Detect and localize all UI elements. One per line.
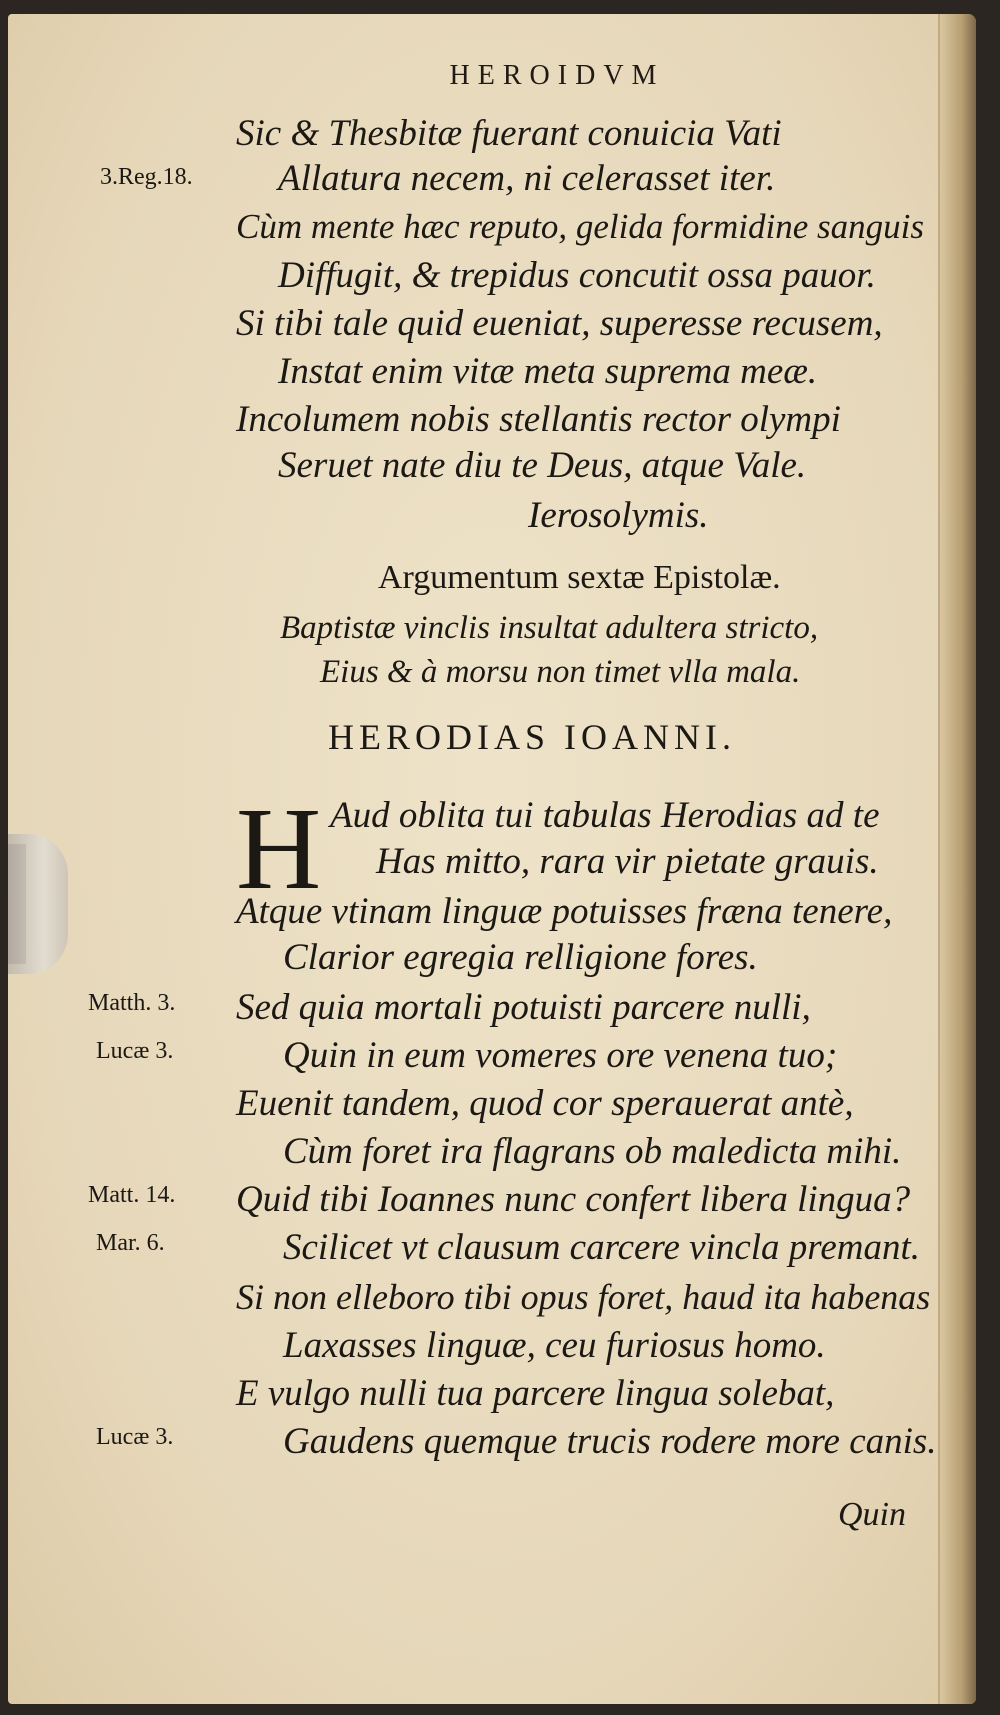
verse-line: Euenit tandem, quod cor sperauerat antè,: [236, 1083, 854, 1124]
verse-line: Allatura necem, ni celerasset iter.: [278, 158, 776, 199]
verse-line: Scilicet vt clausum carcere vincla premant.: [283, 1227, 921, 1268]
verse-line: Quid tibi Ioannes nunc confert libera lingua?: [236, 1179, 911, 1220]
margin-reference: Matt. 14.: [88, 1182, 176, 1208]
verse-line: Laxasses linguæ, ceu furiosus homo.: [283, 1325, 826, 1366]
page-gutter: [938, 14, 976, 1704]
margin-reference: 3.Reg.18.: [100, 164, 193, 190]
margin-reference: Lucæ 3.: [96, 1424, 174, 1450]
margin-reference: Matth. 3.: [88, 990, 176, 1016]
place-line: Ierosolymis.: [528, 495, 709, 536]
argument-line: Eius & à morsu non timet vlla mala.: [320, 654, 801, 690]
verse-line: Sed quia mortali potuisti parcere nulli,: [236, 987, 811, 1028]
verse-line: Atque vtinam linguæ potuisses fræna tenere,: [236, 891, 893, 932]
verse-line: Si tibi tale quid eueniat, superesse recusem,: [236, 303, 883, 344]
running-header: HEROIDVM: [449, 60, 665, 91]
margin-reference: Mar. 6.: [96, 1230, 165, 1256]
verse-line: E vulgo nulli tua parcere lingua solebat,: [236, 1373, 835, 1414]
book-page: [8, 14, 976, 1704]
binding-clip: [8, 834, 68, 974]
verse-line: Gaudens quemque trucis rodere more canis.: [283, 1421, 937, 1462]
argument-heading: Argumentum sextæ Epistolæ.: [378, 559, 781, 596]
verse-line: Cùm foret ira flagrans ob maledicta mihi.: [283, 1131, 902, 1172]
verse-line: Clarior egregia relligione fores.: [283, 937, 758, 978]
verse-line: Seruet nate diu te Deus, atque Vale.: [278, 445, 807, 486]
verse-line: Quin in eum vomeres ore venena tuo;: [283, 1035, 838, 1076]
verse-line: Aud oblita tui tabulas Herodias ad te: [330, 795, 880, 836]
verse-line: Incolumem nobis stellantis rector olympi: [236, 399, 841, 440]
argument-line: Baptistæ vinclis insultat adultera stricto,: [280, 610, 819, 646]
verse-line: Has mitto, rara vir pietate grauis.: [376, 841, 879, 882]
epistle-title: HERODIAS IOANNI.: [328, 717, 736, 757]
margin-reference: Lucæ 3.: [96, 1038, 174, 1064]
verse-line: Cùm mente hæc reputo, gelida formidine sanguis: [236, 207, 924, 246]
verse-line: Diffugit, & trepidus concutit ossa pauor.: [278, 255, 876, 296]
verse-line: Si non elleboro tibi opus foret, haud ita habenas: [236, 1277, 931, 1317]
catchword: Quin: [838, 1496, 906, 1533]
verse-line: Sic & Thesbitæ fuerant conuicia Vati: [236, 113, 782, 154]
verse-line: Instat enim vitæ meta suprema meæ.: [278, 351, 818, 392]
drop-cap: H: [236, 783, 322, 914]
